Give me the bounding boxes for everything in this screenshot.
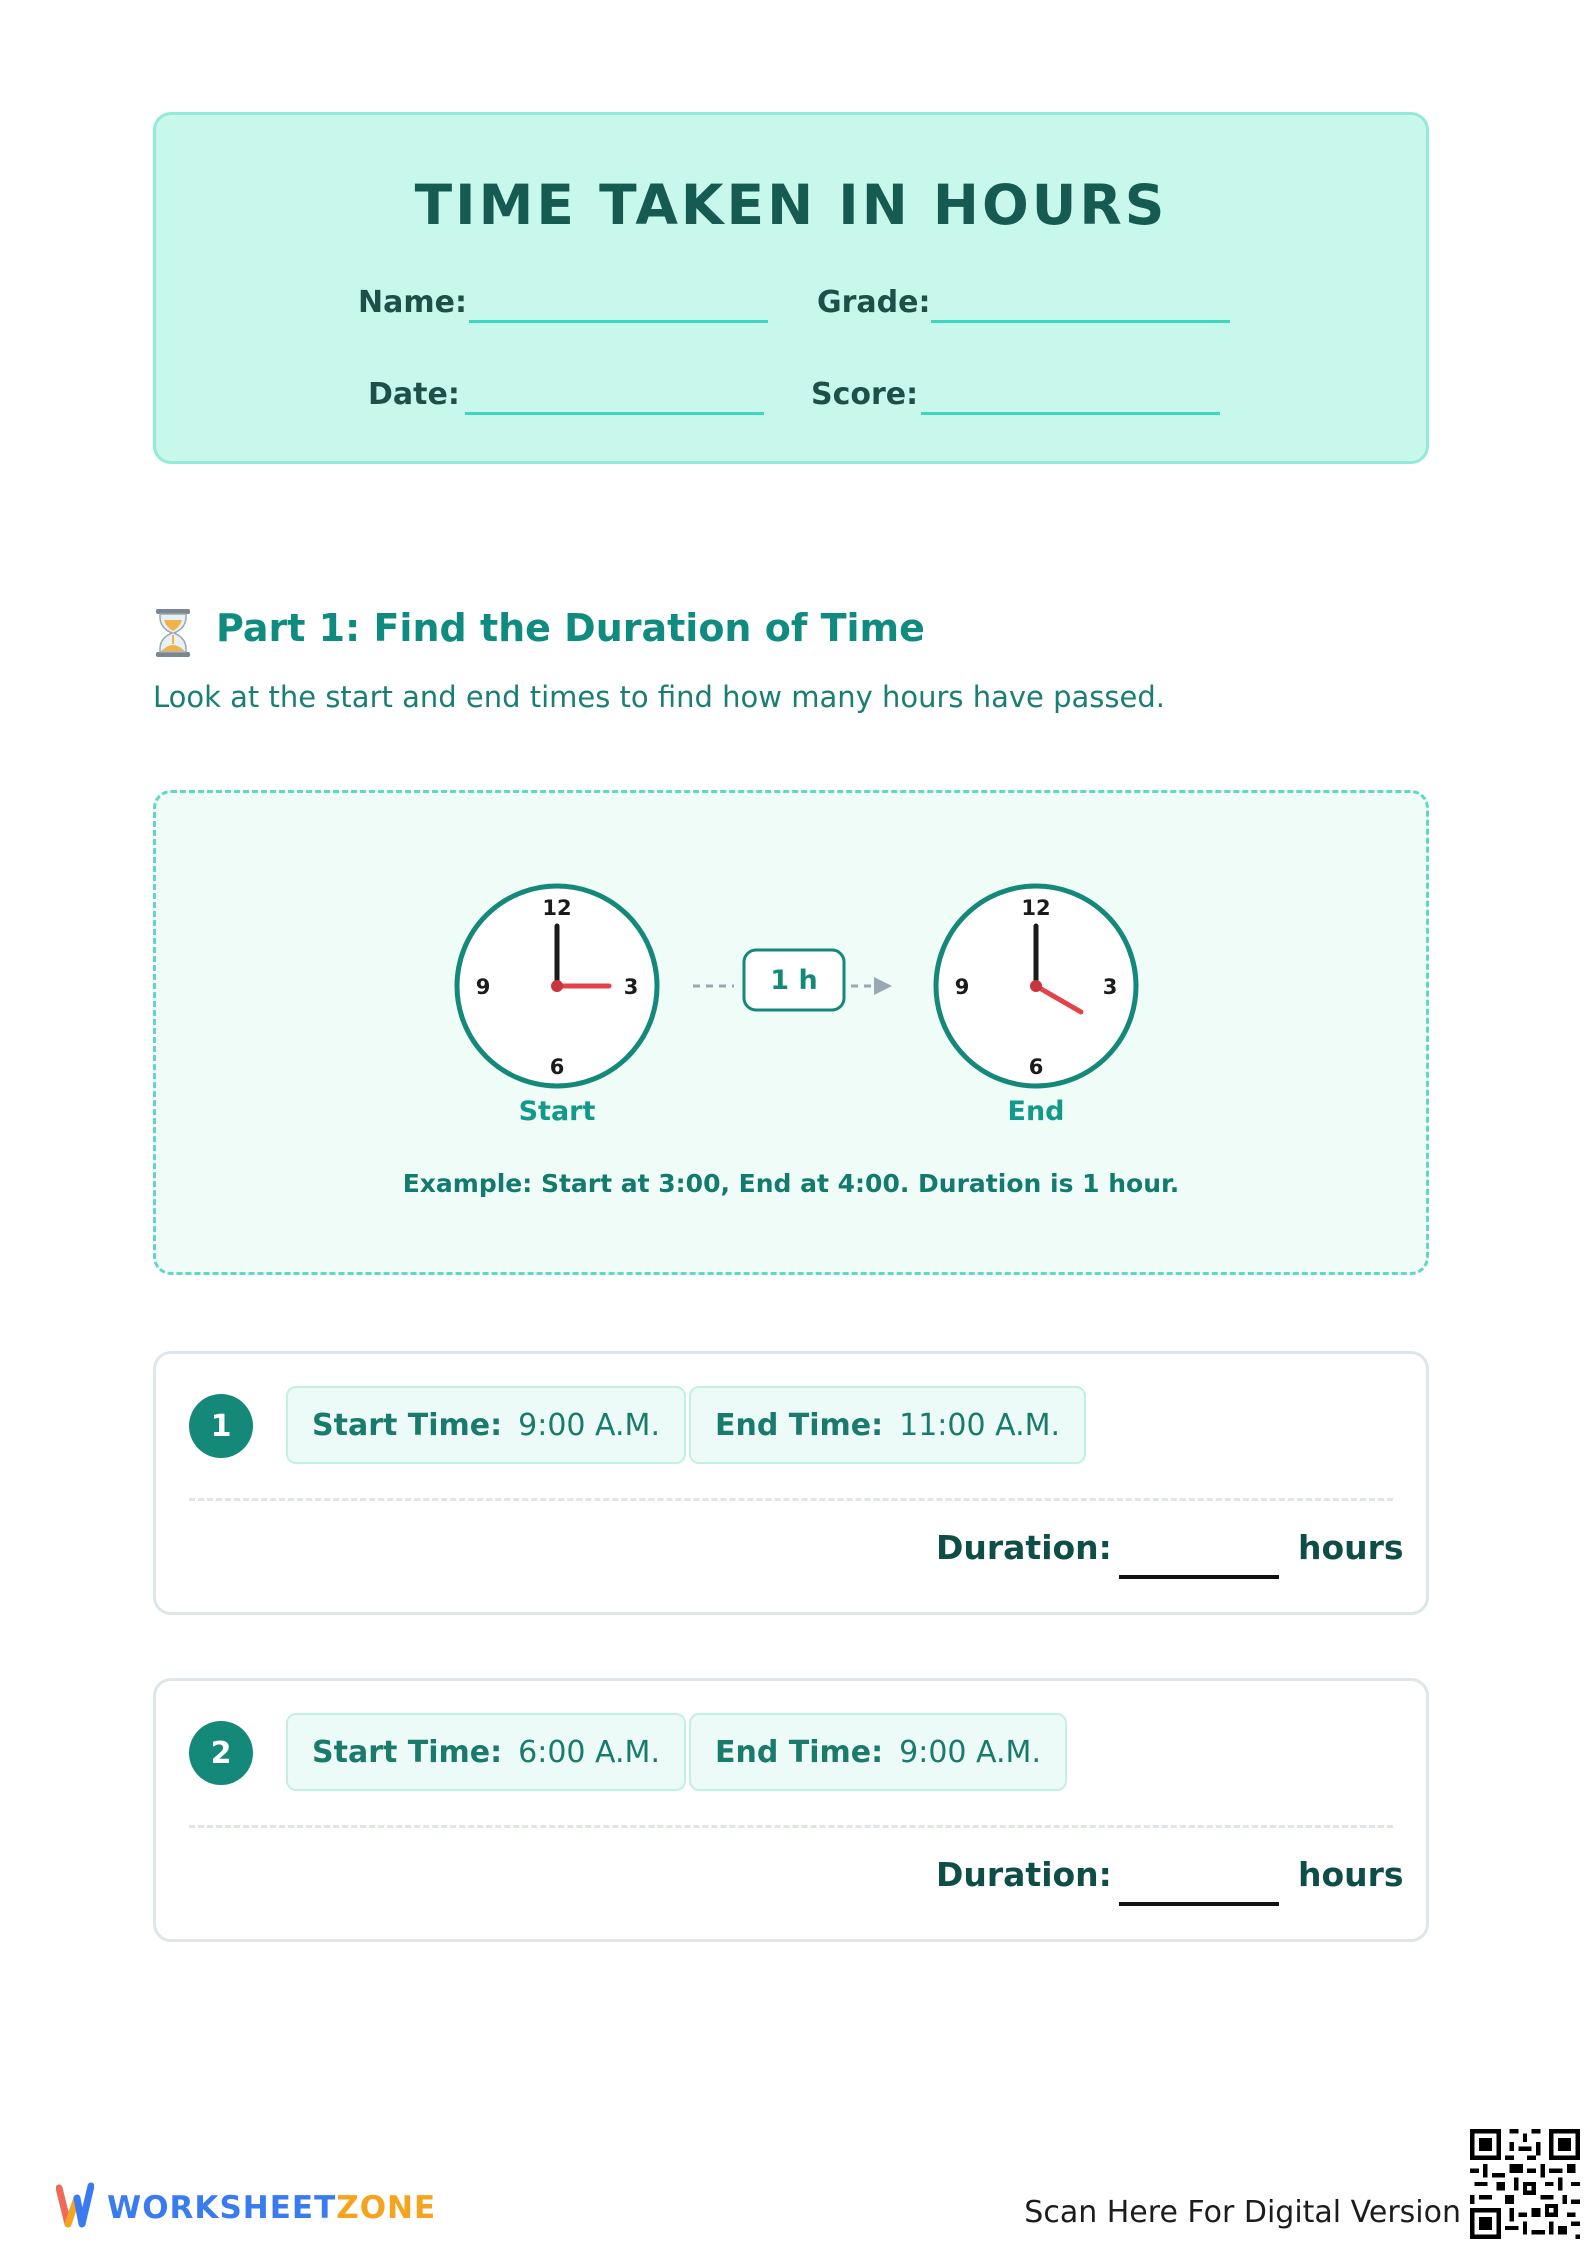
example-illustration	[156, 793, 1432, 1278]
start-time-value: 6:00 A.M.	[518, 1734, 660, 1770]
date-field[interactable]	[465, 412, 764, 415]
start-time-label: Start Time:	[312, 1407, 503, 1443]
name-label: Name:	[358, 285, 467, 320]
clock-number-12: 12	[542, 896, 572, 920]
score-field[interactable]	[921, 412, 1220, 415]
hours-unit: hours	[1298, 1528, 1404, 1567]
header-card	[153, 112, 1429, 464]
brand-name-part2: ZONE	[336, 2190, 437, 2226]
duration-badge: 1 h	[770, 965, 818, 996]
end-time-value: 9:00 A.M.	[899, 1734, 1041, 1770]
start-time-pill	[286, 1713, 686, 1791]
clock-number-6: 6	[1028, 1055, 1044, 1079]
duration-label: Duration:	[936, 1855, 1112, 1894]
arrow-right-icon	[874, 977, 892, 995]
question-number: 2	[189, 1721, 253, 1785]
end-time-pill	[689, 1713, 1067, 1791]
duration-answer-field[interactable]	[1119, 1575, 1279, 1579]
clock-number-12: 12	[1021, 896, 1051, 920]
start-time-pill	[286, 1386, 686, 1464]
part-title: Part 1: Find the Duration of Time	[216, 606, 925, 650]
start-time-label: Start Time:	[312, 1734, 503, 1770]
divider	[189, 1825, 1393, 1828]
clock-number-9: 9	[954, 975, 970, 999]
qr-code-icon[interactable]	[1470, 2129, 1580, 2239]
question-card	[153, 1351, 1429, 1615]
score-label: Score:	[811, 377, 919, 412]
example-text: Example: Start at 3:00, End at 4:00. Duration is 1 hour.	[402, 1169, 1180, 1198]
end-clock	[936, 886, 1136, 1086]
grade-label: Grade:	[817, 285, 931, 320]
brand-name[interactable]	[107, 2190, 436, 2226]
worksheetzone-logo-icon	[56, 2180, 94, 2232]
start-label: Start	[518, 1096, 596, 1127]
end-label: End	[1007, 1096, 1065, 1127]
part-instructions: Look at the start and end times to find how many hours have passed.	[153, 680, 1165, 714]
end-time-label: End Time:	[715, 1407, 884, 1443]
end-center-dot	[1030, 980, 1042, 992]
start-clock	[457, 886, 657, 1086]
end-time-value: 11:00 A.M.	[899, 1407, 1061, 1443]
divider	[189, 1498, 1393, 1501]
brand-name-part1: WORKSHEET	[107, 2190, 337, 2226]
example-box	[153, 790, 1429, 1275]
end-time-label: End Time:	[715, 1734, 884, 1770]
scan-text: Scan Here For Digital Version	[1024, 2195, 1461, 2230]
clock-number-3: 3	[623, 975, 639, 999]
clock-number-6: 6	[549, 1055, 565, 1079]
end-time-pill	[689, 1386, 1086, 1464]
question-card	[153, 1678, 1429, 1942]
clock-number-9: 9	[475, 975, 491, 999]
duration-answer-field[interactable]	[1119, 1902, 1279, 1906]
hourglass-icon	[153, 608, 193, 658]
duration-label: Duration:	[936, 1528, 1112, 1567]
name-field[interactable]	[469, 320, 768, 323]
start-time-value: 9:00 A.M.	[518, 1407, 660, 1443]
question-number: 1	[189, 1394, 253, 1458]
date-label: Date:	[368, 377, 460, 412]
worksheet-title: TIME TAKEN IN HOURS	[414, 173, 1168, 237]
clock-number-3: 3	[1102, 975, 1118, 999]
hours-unit: hours	[1298, 1855, 1404, 1894]
start-center-dot	[551, 980, 563, 992]
grade-field[interactable]	[931, 320, 1230, 323]
